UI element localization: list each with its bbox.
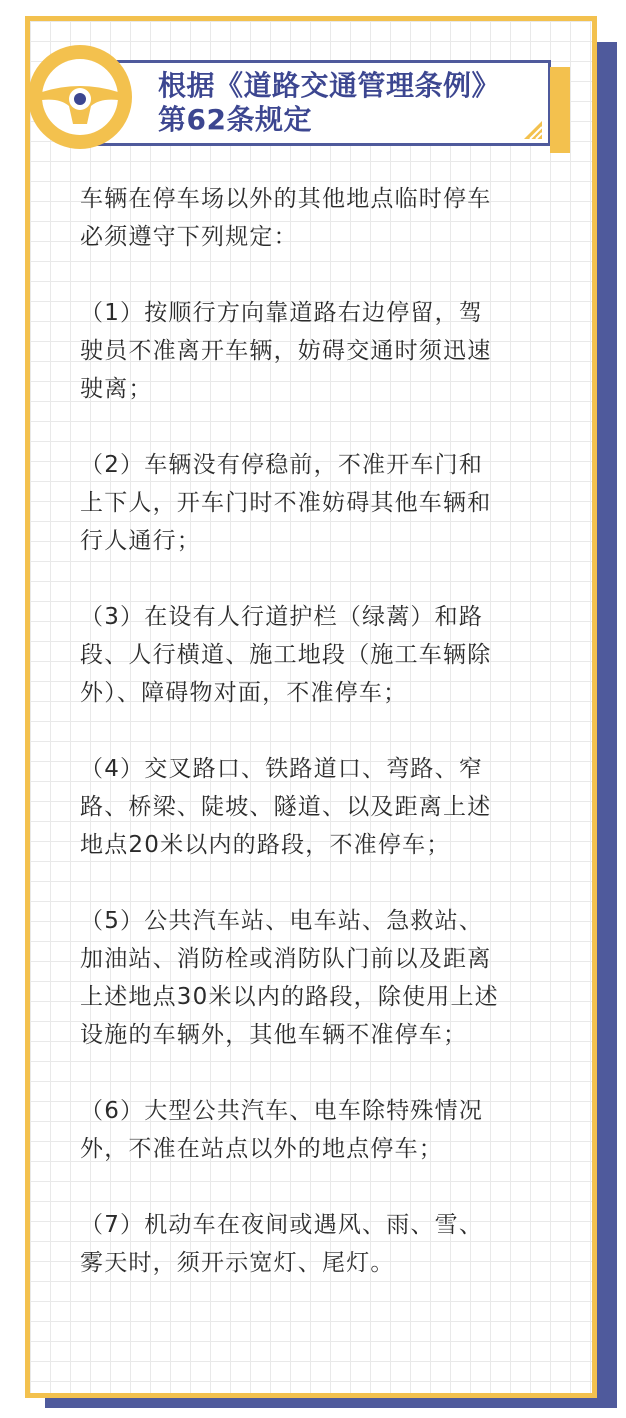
steering-wheel-icon — [25, 42, 135, 152]
title-accent-bar — [550, 67, 570, 153]
title-box — [95, 60, 551, 146]
rule-4: （4）交叉路口、铁路道口、弯路、窄 路、桥梁、陡坡、隧道、以及距离上述 地点20米以内的路段，不准停车； — [80, 756, 492, 858]
title-line-2: 第62条规定 — [158, 103, 312, 136]
document-body — [80, 180, 570, 1320]
intro-paragraph: 车辆在停车场以外的其他地点临时停车 必须遵守下列规定： — [80, 186, 492, 250]
rule-2: （2）车辆没有停稳前，不准开车门和 上下人，开车门时不准妨碍其他车辆和 行人通行； — [80, 452, 492, 554]
rule-5: （5）公共汽车站、电车站、急救站、 加油站、消防栓或消防队门前以及距离 上述地点30米以内的路段，除使用上述 设施的车辆外，其他车辆不准停车； — [80, 908, 499, 1048]
rule-6: （6）大型公共汽车、电车除特殊情况 外，不准在站点以外的地点停车； — [80, 1098, 484, 1162]
rule-3: （3）在设有人行道护栏（绿蓠）和路 段、人行横道、施工地段（施工车辆除 外）、障碍物对面，不准停车； — [80, 604, 492, 706]
header — [25, 42, 575, 154]
title-line-1: 根据《道路交通管理条例》 — [158, 69, 501, 102]
rule-7: （7）机动车在夜间或遇风、雨、雪、 雾天时，须开示宽灯、尾灯。 — [80, 1212, 484, 1276]
rule-1: （1）按顺行方向靠道路右边停留，驾 驶员不准离开车辆，妨碍交通时须迅速 驶离； — [80, 300, 492, 402]
corner-stripes-icon — [524, 121, 542, 139]
